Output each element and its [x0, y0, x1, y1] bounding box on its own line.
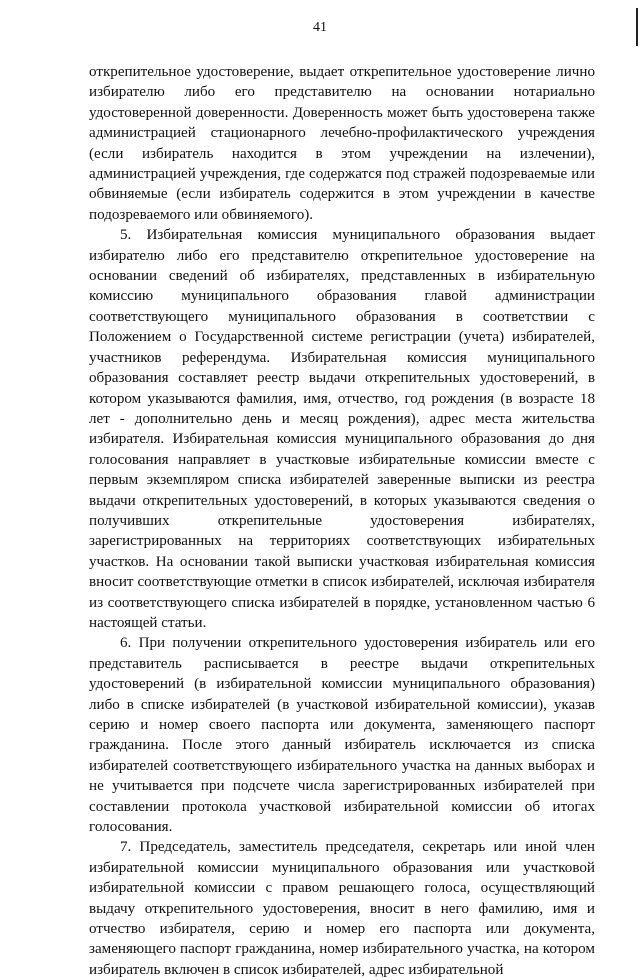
paragraph-item-5: 5. Избирательная комиссия муниципального образования выдает избирателю либо его представителю открепительное удостоверение на основании сведений об избирателях, представленных в избирательную комиссию муниципального образования главой администрации соответствующего муниципального образования в соответствии с Положением о Государственной системе регистрации (учета) избирателей, участников референдума. Избирательная комиссия муниципального образования составляет реестр выдачи открепительных удостоверений, в котором указываются фамилия, имя, отчество, год рождения (в возрасте 18 лет - дополнительно день и месяц рождения), адрес места жительства избирателя. Избирательная комиссия муниципального образования до дня голосования направляет в участковые избирательные комиссии вместе с первым экземпляром списка избирателей заверенные выписки из реестра выдачи открепительных удостоверений, в которых указываются сведения о получивших открепительные удостоверения избирателях, зарегистрированных на территориях соответствующих избирательных участков. На основании такой выписки участковая избирательная комиссия вносит соответствующие отметки в список избирателей, исключая избирателя из соответствующего списка избирателей в порядке, установленном частью 6 настоящей статьи. — [89, 227, 595, 631]
body-text — [89, 62, 595, 980]
page-number: 41 — [313, 20, 327, 35]
paragraph-item-6: 6. При получении открепительного удостоверения избиратель или его представитель расписывается в реестре выдачи открепительных удостоверений (в избирательной комиссии муниципального образования) либо в списке избирателей (в участковой избирательной комиссии), указав серию и номер своего паспорта или документа, заменяющего паспорт гражданина. После этого данный избиратель исключается из списка избирателей соответствующего избирательного участка на данных выборах и не учитывается при подсчете числа зарегистрированных избирателей при составлении протокола участковой избирательной комиссии об итогах голосования. — [89, 635, 595, 836]
paragraph-continuation: открепительное удостоверение, выдает открепительное удостоверение лично избирателю либо его представителю на основании нотариально удостоверенной доверенности. Доверенность может быть удостоверена также администрацией стационарного лечебно-профилактического учреждения (если избиратель находится в этом учреждении на излечении), администрацией учреждения, где содержатся под стражей подозреваемые или обвиняемые (если избиратель содержится в этом учреждении в качестве подозреваемого или обвиняемого). — [89, 64, 595, 223]
paragraph-item-7: 7. Председатель, заместитель председателя, секретарь или иной член избирательной комиссии муниципального образования или участковой избирательной комиссии с правом решающего голоса, осуществляющий выдачу открепительного удостоверения, вносит в него фамилию, имя и отчество избирателя, серию и номер его паспорта или документа, заменяющего паспорт гражданина, номер избирательного участка, на котором избиратель включен в список избирателей, адрес избирательной — [89, 839, 595, 978]
